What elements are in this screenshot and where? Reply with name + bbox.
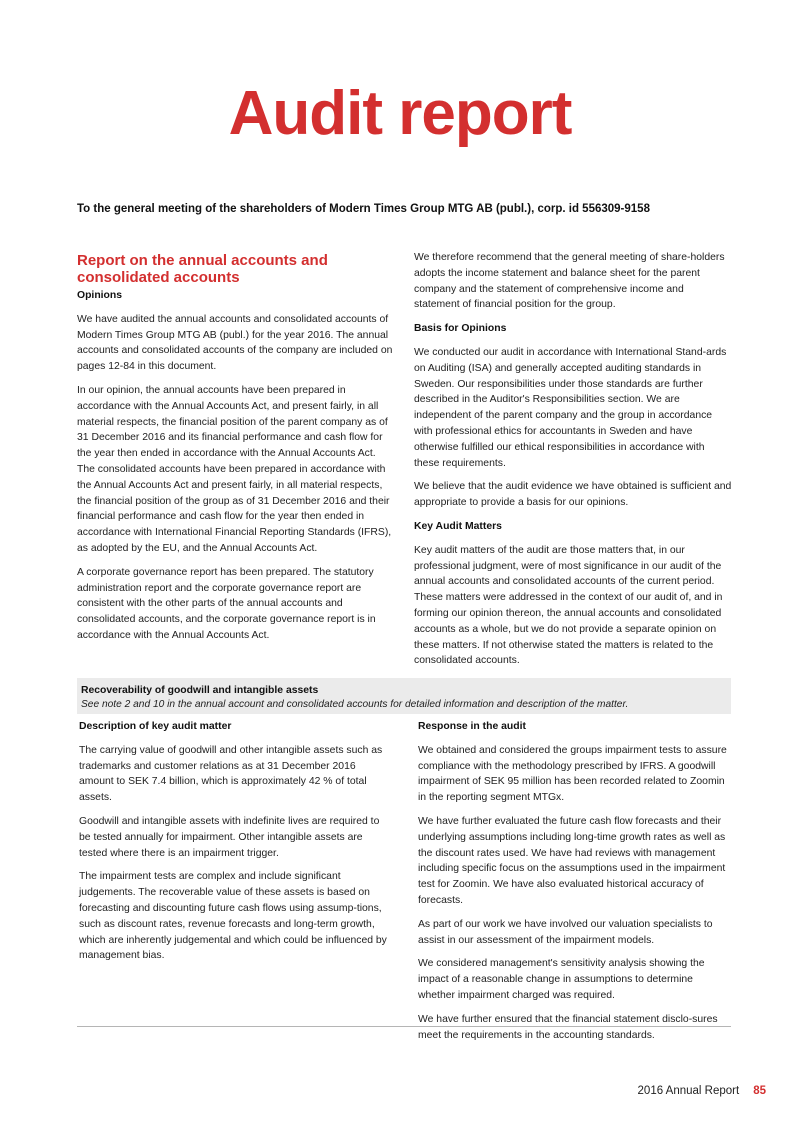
kam-paragraph: Key audit matters of the audit are those matters that, in our professional judgment, were of most significance in our audit of the annual accounts and consolidated accounts of the current period. These matters were addressed in the context of our audit of, and in forming our opinion thereon, the annual accounts and consolidated accounts as a whole, but we do not provide a separate opinion on these matters. If not otherwise stated the matters is related to the consolidated accounts.: [414, 544, 723, 667]
page-number: 85: [753, 1085, 766, 1097]
basis-paragraph-1: We conducted our audit in accordance with International Stand-ards on Auditing (ISA) and generally accepted auditing standards in Sweden. Our responsibilities under those standards are further described in the Auditor's Responsibilities section. We are independent of the parent company and the group in accordance with professional ethics for accountants in Sweden and have otherwise fulfilled our ethical responsibilities in accordance with these requirements.: [414, 346, 727, 469]
kam-box-header: [77, 678, 731, 714]
section-heading: [77, 252, 393, 286]
opinions-paragraph-4: We therefore recommend that the general meeting of share-holders adopts the income statement and balance sheet for the parent company and the statement of comprehensive income and statement of financial position for the group.: [414, 252, 725, 311]
response-paragraph-3: As part of our work we have involved our valuation specialists to assist in our assessment of the impairment models.: [418, 918, 713, 946]
left-column: [77, 252, 393, 652]
basis-heading: Basis for Opinions: [414, 323, 507, 335]
kam-box-note: See note 2 and 10 in the annual account and consolidated accounts for detailed information and description of the matter.: [81, 699, 629, 710]
kam-response-column: [418, 719, 730, 1051]
kam-description-column: [79, 719, 389, 972]
description-heading: Description of key audit matter: [79, 721, 232, 732]
opinions-paragraph-2: In our opinion, the annual accounts have been prepared in accordance with the Annual Accounts Act, and present fairly, in all material respects, the financial position of the parent company as of 31 December 2016 and its financial performance and cash flow for the year then ended in accordance with the Annual Accounts Act. The consolidated accounts have been prepared in accordance with the Annual Accounts Act and present fairly, in all material respects, the financial position of the group as of 31 December 2016 and their financial performance and cash flow for the year then ended in accordance with International Financial Reporting Standards (IFRS), as adopted by the EU, and the Annual Accounts Act.: [77, 384, 392, 554]
page-title: Audit report: [228, 79, 572, 148]
page-footer: [638, 1085, 766, 1097]
section-heading-line1: Report on the annual accounts and: [77, 252, 328, 269]
addressee-line: To the general meeting of the shareholders of Modern Times Group MTG AB (publ.), corp. id 556309-9158: [77, 203, 650, 215]
opinions-paragraph-1: We have audited the annual accounts and consolidated accounts of Modern Times Group MTG AB (publ.) for the year 2016. The annual accounts and consolidated accounts of the company are included on pages 12-84 in this document.: [77, 313, 393, 373]
right-column: [414, 250, 732, 677]
box-bottom-rule: [77, 1026, 731, 1027]
description-paragraph-3: The impairment tests are complex and include significant judgements. The recoverable value of these assets is based on forecasting and discounting future cash flows using assump-tions, such as discount rates, revenue forecasts and long-term growth, which are inherently judgemental and which could be influenced by management bias.: [79, 871, 387, 962]
footer-report-label: 2016 Annual Report: [637, 1085, 740, 1097]
response-heading: Response in the audit: [418, 721, 526, 732]
response-paragraph-1: We obtained and considered the groups impairment tests to assure compliance with the methodology prescribed by IFRS. A goodwill impairment of SEK 95 million has been recorded related to Zoomin in the reporting segment MTGx.: [418, 744, 727, 804]
kam-box-title: Recoverability of goodwill and intangible assets: [81, 685, 319, 696]
opinions-paragraph-3: A corporate governance report has been prepared. The statutory administration report and the corporate governance report are consistent with the other parts of the annual accounts and consolidated accounts, and the corporate governance report is in accordance with the Annual Accounts Act.: [77, 566, 376, 641]
description-paragraph-2: Goodwill and intangible assets with indefinite lives are required to be tested annually for impairment. Other intangible assets are tested where there is an impairment trigger.: [79, 815, 380, 859]
response-paragraph-4: We considered management's sensitivity analysis showing the impact of a reasonable change in assumptions to determine whether impairment charged was required.: [418, 958, 705, 1001]
section-heading-line2: consolidated accounts: [77, 269, 240, 286]
opinions-heading: Opinions: [77, 290, 123, 301]
basis-paragraph-2: We believe that the audit evidence we have obtained is sufficient and appropriate to provide a basis for our opinions.: [414, 481, 732, 509]
response-paragraph-2: We have further evaluated the future cash flow forecasts and their underlying assumptions including long-time growth rates as well as the discount rates used. We have had reviews with management including specific focus on the assumptions used in the impairment test for Zoomin. We have also evaluated historical accuracy of forecasts.: [418, 815, 726, 906]
response-paragraph-5: We have further ensured that the financial statement disclo-sures meet the requirements in the accounting standards.: [418, 1013, 718, 1041]
kam-heading: Key Audit Matters: [414, 520, 502, 532]
description-paragraph-1: The carrying value of goodwill and other intangible assets such as trademarks and customer relations as at 31 December 2016 amount to SEK 7.4 billion, which is approximately 42 % of total assets.: [79, 744, 383, 804]
